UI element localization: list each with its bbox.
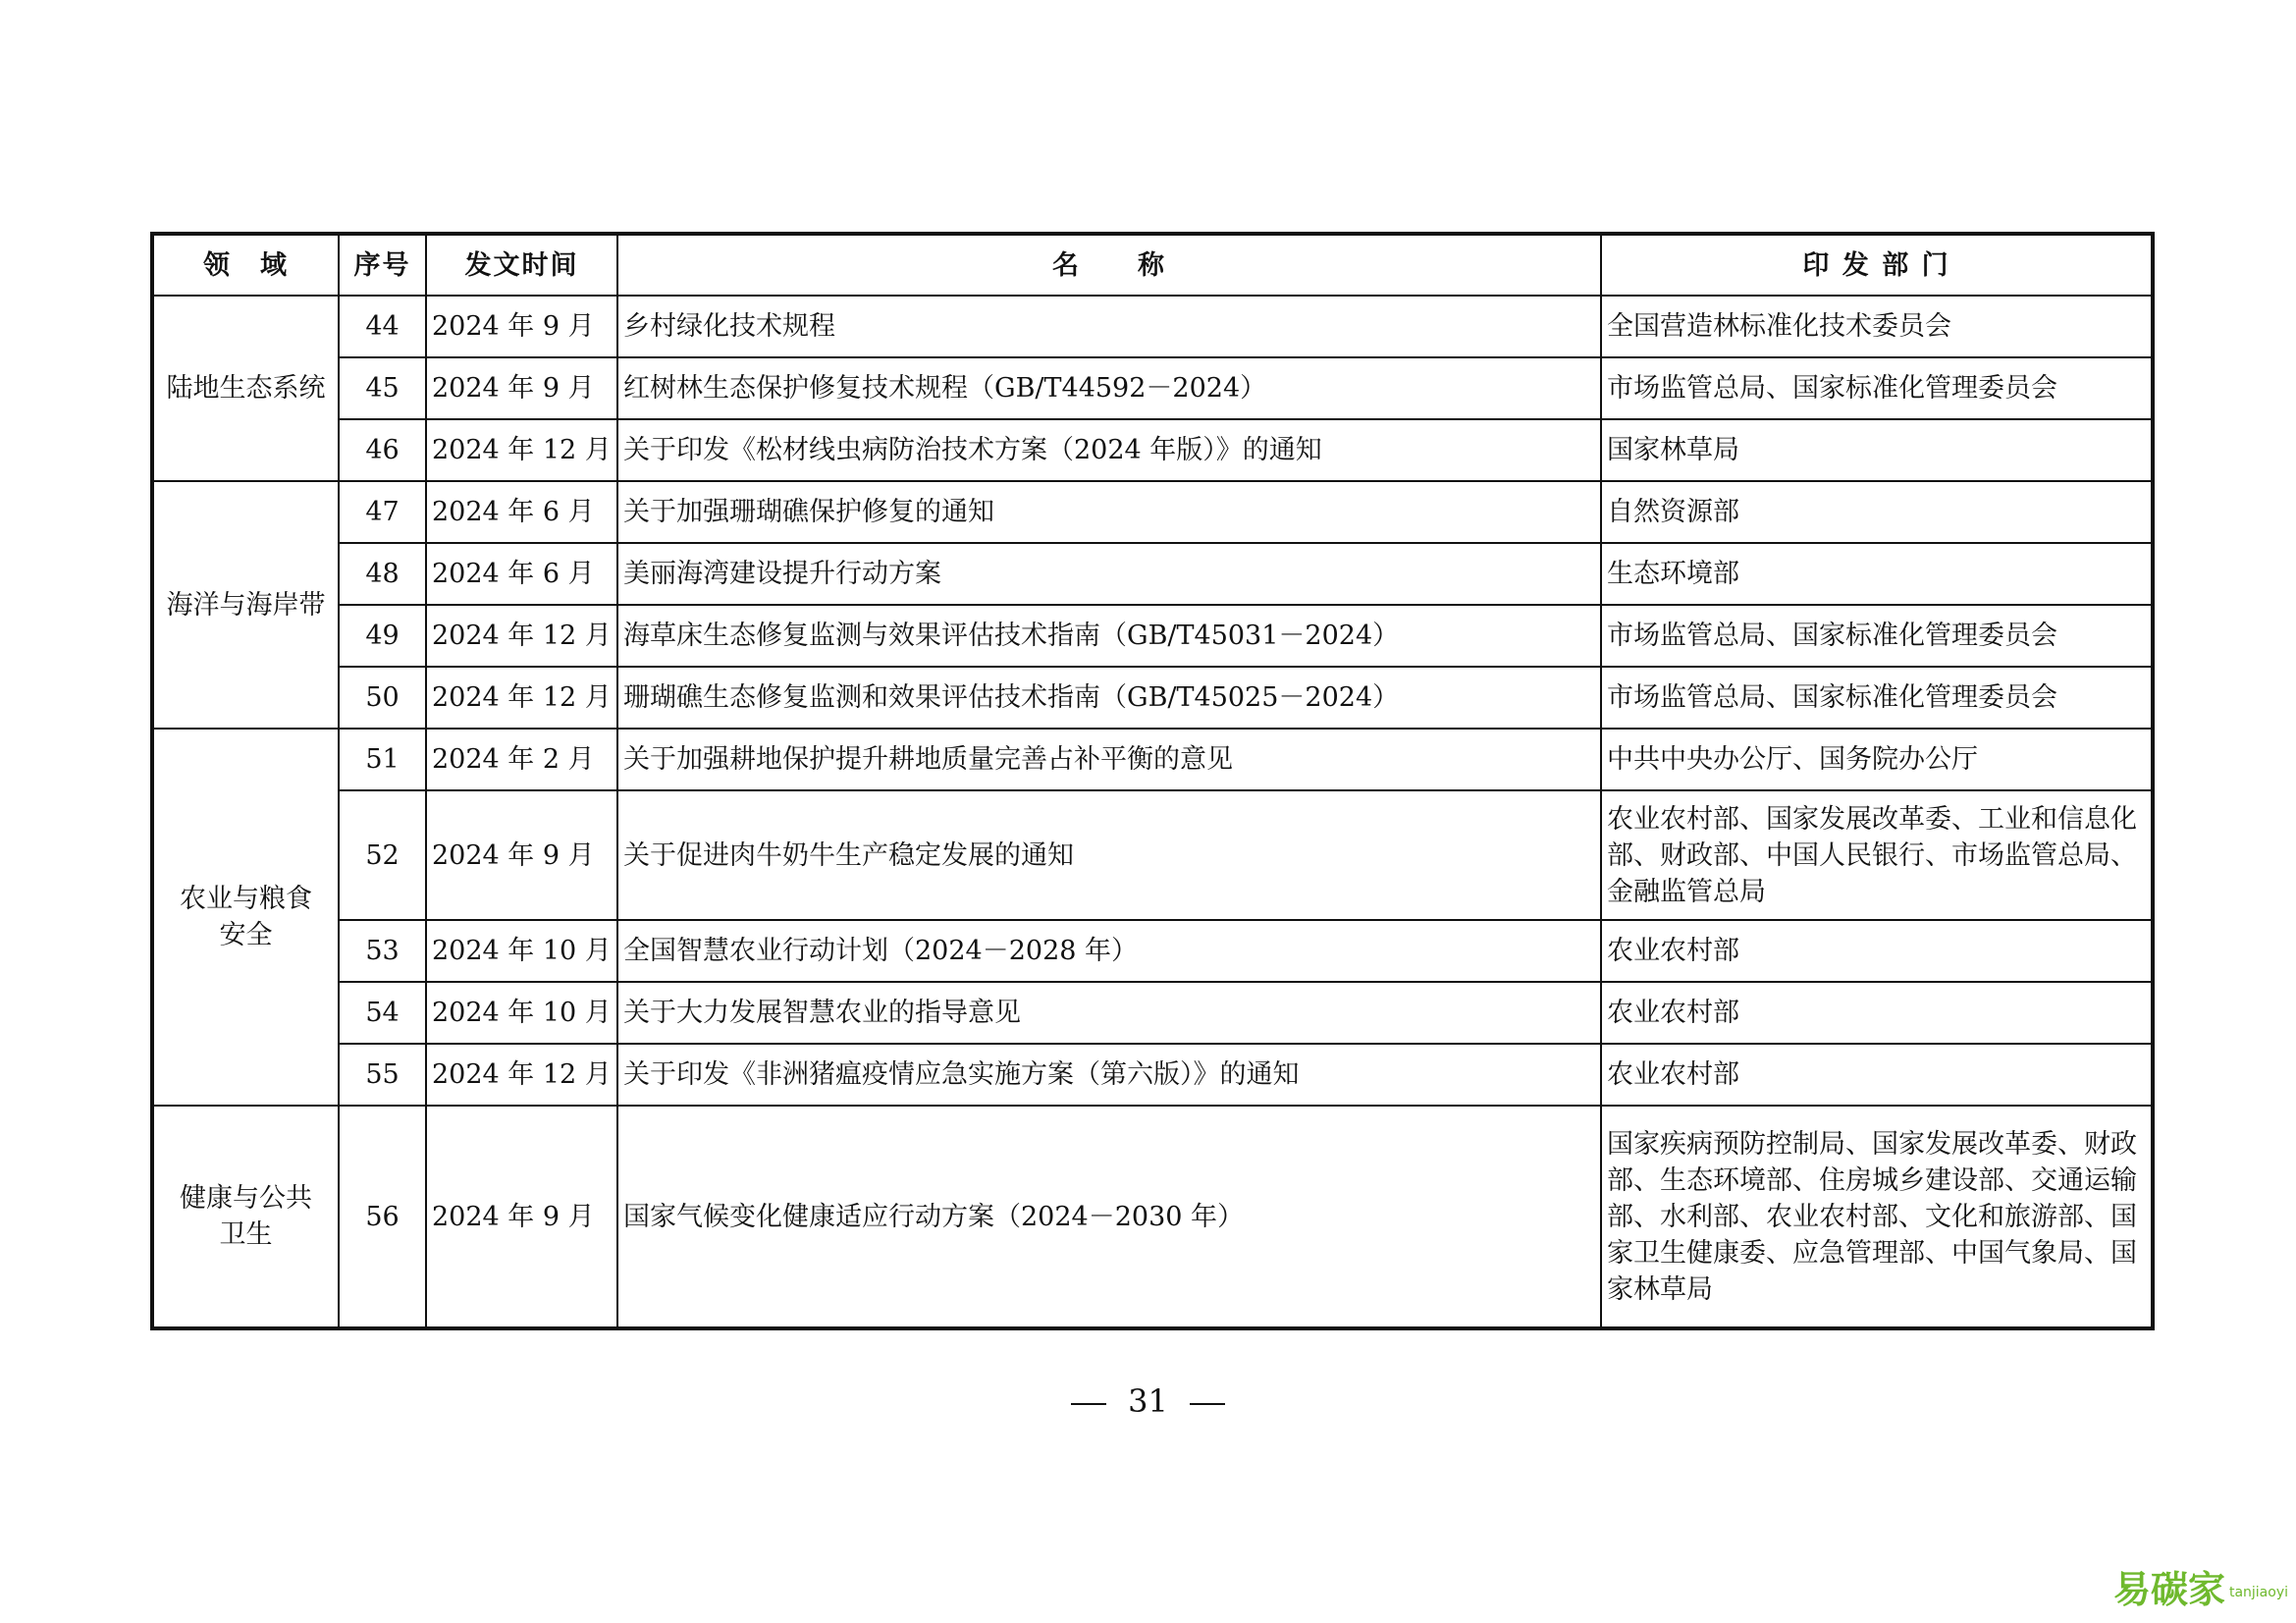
domain-cell: 陆地生态系统 — [152, 296, 339, 481]
watermark-brand: 易碳家 — [2112, 1568, 2225, 1611]
number-cell: 44 — [339, 296, 426, 357]
header-name: 名 称 — [617, 234, 1601, 296]
domain-cell: 海洋与海岸带 — [152, 481, 339, 729]
number-cell: 46 — [339, 419, 426, 481]
header-department: 印 发 部 门 — [1601, 234, 2153, 296]
name-cell: 关于大力发展智慧农业的指导意见 — [617, 982, 1601, 1044]
domain-cell: 农业与粮食安全 — [152, 729, 339, 1106]
date-cell: 2024 年 9 月 — [426, 1106, 617, 1328]
name-cell: 关于印发《非洲猪瘟疫情应急实施方案（第六版）》的通知 — [617, 1044, 1601, 1106]
page-number-value: 31 — [1128, 1382, 1168, 1420]
table-row — [152, 729, 2153, 790]
number-cell: 52 — [339, 790, 426, 920]
name-cell: 关于促进肉牛奶牛生产稳定发展的通知 — [617, 790, 1601, 920]
department-cell: 市场监管总局、国家标准化管理委员会 — [1601, 667, 2153, 729]
number-cell: 50 — [339, 667, 426, 729]
name-cell: 国家气候变化健康适应行动方案（2024－2030 年） — [617, 1106, 1601, 1328]
header-date: 发文时间 — [426, 234, 617, 296]
name-cell: 关于加强珊瑚礁保护修复的通知 — [617, 481, 1601, 543]
date-cell: 2024 年 12 月 — [426, 1044, 617, 1106]
name-cell: 珊瑚礁生态修复监测和效果评估技术指南（GB/T45025－2024） — [617, 667, 1601, 729]
table-row — [152, 481, 2153, 543]
number-cell: 56 — [339, 1106, 426, 1328]
table-row — [152, 982, 2153, 1044]
name-cell: 关于加强耕地保护提升耕地质量完善占补平衡的意见 — [617, 729, 1601, 790]
table-row — [152, 790, 2153, 920]
date-cell: 2024 年 12 月 — [426, 667, 617, 729]
date-cell: 2024 年 9 月 — [426, 790, 617, 920]
number-cell: 45 — [339, 357, 426, 419]
date-cell: 2024 年 6 月 — [426, 543, 617, 605]
department-cell: 农业农村部 — [1601, 982, 2153, 1044]
number-cell: 48 — [339, 543, 426, 605]
name-cell: 关于印发《松材线虫病防治技术方案（2024 年版）》的通知 — [617, 419, 1601, 481]
department-cell: 国家林草局 — [1601, 419, 2153, 481]
table-row — [152, 1044, 2153, 1106]
name-cell: 美丽海湾建设提升行动方案 — [617, 543, 1601, 605]
number-cell: 53 — [339, 920, 426, 982]
name-cell: 红树林生态保护修复技术规程（GB/T44592－2024） — [617, 357, 1601, 419]
table-row — [152, 605, 2153, 667]
name-cell: 全国智慧农业行动计划（2024－2028 年） — [617, 920, 1601, 982]
watermark-site: tanjiaoyi — [2228, 1584, 2288, 1600]
table-row — [152, 419, 2153, 481]
date-cell: 2024 年 10 月 — [426, 920, 617, 982]
department-cell: 农业农村部、国家发展改革委、工业和信息化部、财政部、中国人民银行、市场监管总局、金融监管总局 — [1601, 790, 2153, 920]
date-cell: 2024 年 9 月 — [426, 296, 617, 357]
department-cell: 市场监管总局、国家标准化管理委员会 — [1601, 605, 2153, 667]
department-cell: 生态环境部 — [1601, 543, 2153, 605]
number-cell: 54 — [339, 982, 426, 1044]
date-cell: 2024 年 6 月 — [426, 481, 617, 543]
table-row — [152, 667, 2153, 729]
number-cell: 51 — [339, 729, 426, 790]
header-number: 序号 — [339, 234, 426, 296]
document-table — [150, 232, 2155, 1330]
number-cell: 55 — [339, 1044, 426, 1106]
watermark-logo — [2113, 1559, 2288, 1613]
date-cell: 2024 年 10 月 — [426, 982, 617, 1044]
name-cell: 海草床生态修复监测与效果评估技术指南（GB/T45031－2024） — [617, 605, 1601, 667]
table-row — [152, 1106, 2153, 1328]
date-cell: 2024 年 12 月 — [426, 605, 617, 667]
table-row — [152, 357, 2153, 419]
page-number-dash-left — [1071, 1403, 1106, 1405]
department-cell: 全国营造林标准化技术委员会 — [1601, 296, 2153, 357]
name-cell: 乡村绿化技术规程 — [617, 296, 1601, 357]
page-number-dash-right — [1190, 1403, 1225, 1405]
date-cell: 2024 年 2 月 — [426, 729, 617, 790]
date-cell: 2024 年 12 月 — [426, 419, 617, 481]
table-row — [152, 543, 2153, 605]
number-cell: 49 — [339, 605, 426, 667]
table-row — [152, 920, 2153, 982]
department-cell: 市场监管总局、国家标准化管理委员会 — [1601, 357, 2153, 419]
department-cell: 中共中央办公厅、国务院办公厅 — [1601, 729, 2153, 790]
department-cell: 自然资源部 — [1601, 481, 2153, 543]
number-cell: 47 — [339, 481, 426, 543]
table-header-row — [152, 234, 2153, 296]
department-cell: 农业农村部 — [1601, 1044, 2153, 1106]
header-domain: 领 域 — [152, 234, 339, 296]
page-number — [0, 1382, 2296, 1420]
department-cell: 农业农村部 — [1601, 920, 2153, 982]
domain-cell: 健康与公共卫生 — [152, 1106, 339, 1328]
date-cell: 2024 年 9 月 — [426, 357, 617, 419]
department-cell: 国家疾病预防控制局、国家发展改革委、财政部、生态环境部、住房城乡建设部、交通运输部、水利部、农业农村部、文化和旅游部、国家卫生健康委、应急管理部、中国气象局、国家林草局 — [1601, 1106, 2153, 1328]
table-row — [152, 296, 2153, 357]
